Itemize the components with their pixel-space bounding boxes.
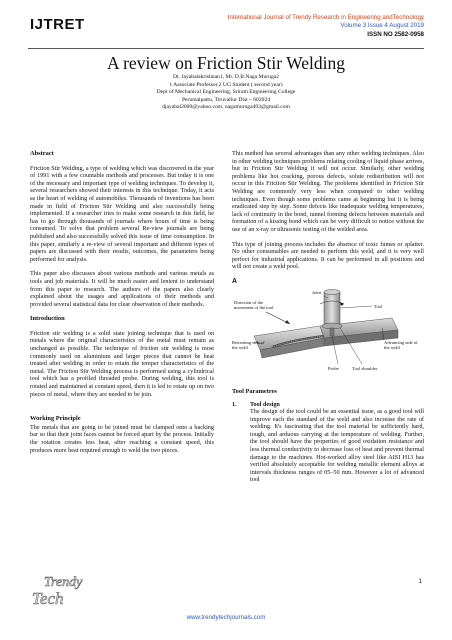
tool-design-paragraph: The design of the tool could be an essential issue, as a good tool will improve each the standard of the weld and also increase the rate of welding. It's fascinating that the tool material be sufficiently hard, tough, and arduous carrying at the temperature of welding. Further, the tool should have the properties of good oxidation resistance and less thermal conductivity to decrease loss of heat and prevent thermal damage to the machines. Hot-worked alloy steel like AISI H13 has verified absolutely acceptable for welding metallic element alloys at intervals thickness ranges of 05–50 mm. However a lot of advanced tool (250, 408, 424, 484)
figure-letter: A (232, 277, 238, 285)
list-item-title: Tool design (250, 400, 280, 408)
author-roles: 1 Associate Professor,2 UG Student ( second year) (169, 81, 283, 88)
introduction-heading: Introduction (30, 315, 65, 323)
journal-name: International Journal of Trendy Research in Engineering andTechnology (227, 14, 424, 21)
journal-header (228, 14, 424, 39)
logo-line-2: Tech (32, 589, 64, 608)
author-emails: djayabal2000@yahoo.com, nagamuruga403@gmail.com (162, 104, 290, 111)
paper-title: A review on Friction Stir Welding (107, 53, 345, 73)
label-tool-shoulder: Tool shoulder (352, 365, 378, 371)
label-tool: Tool (374, 303, 383, 309)
advantages-paragraph: This method has several advantages than any other welding techniques. Also in other welding techniques problems relating cooling of liquid phase arrives, but in Friction Stir Welding it will not occur. Similarly, other welding problems like hot cracking, porous defects, solute redistribution will not occur in this Friction Stir Welding. The problems identified in Friction Stir Welding are commonly very less when compared to other welding techniques. Even though some problems came at beginning but it is being eradicated step by step. Some defects like inadequate welding temperatures, lack of continuity in the bond, tunnel forming defects between materials and formation of a kissing bond which can be very difficult to notice without the use of an x-ray or ultrasonic testing of the welded area. (232, 150, 424, 233)
working-principle-paragraph: The metals that are going to be joined must be clamped onto a backing bar so that their joint faces cannot be forced apart by the process. Initially the rotation creates less heat, after reaching a constant speed, this produces more heat required enough to weld the two pieces. (30, 423, 214, 454)
label-joint: Joint (312, 289, 321, 295)
journal-issn: ISSN NO 2582-0958 (367, 30, 424, 38)
trendy-tech-logo (32, 575, 102, 611)
list-item-number: 1. (232, 400, 237, 408)
label-direction: Direction of the movement of the tool (234, 299, 274, 310)
joining-process-paragraph: This type of joining process includes the absence of toxic fumes or splatter. No other consumables are needed to perform this weld, and it is very well perfect for industrial applications. It can be performed in all positions and will not create a weld pool. (232, 240, 424, 271)
journal-logo: IJTRET (30, 16, 85, 33)
footer-website-link[interactable]: www.trendytechjournals.com (186, 614, 266, 621)
header-divider (28, 48, 424, 49)
journal-volume-issue: Volume 3 Issue 4 August 2019 (340, 22, 424, 30)
label-probe: Probe (328, 365, 339, 371)
abstract-paragraph-1: Friction Stir Welding, a type of welding which was discovered in the year of 1991 with a few countable methods and processes. But today it is one of the necessary and important type of welding techniques. To develop it, several researchers showed their interests in this technique. Today, it acts as the heart of welding of automobiles. Thousands of inventions has been made in field of Friction Stir Welding and also successfully being implemented. If a researcher tries to make some research in this field, he has to go through thousands of journals where hours of time is being consumed. To solve that problem several Re-view journals are being published and also successfully solved this issue of time consumption. In this paper, similarly a re-view of several important and different types of papers are discussed with their results, outcomes, the parameters being performed for analysis. (30, 164, 214, 263)
page-number: 1 (418, 578, 422, 585)
introduction-paragraph: Friction stir welding is a solid state joining technique that is used on metals where the original characteristics of the metal must remain as unchanged as possible. The technique of friction stir welding is most commonly used on aluminium and larger pieces that cannot be heat treated after welding in order to retain the temper characteristics of the metal. The Friction Stir Welding process is performed using a cylindrical tool which has a profiled threaded probe. During welding, this tool is rotated and maintained at constant speed, then it is led to rotate up on two pieces of metal, where they are needed to be join. (30, 329, 214, 398)
author-address: Perumalpattu, Tiruvallur Dist – 602024 (181, 96, 271, 103)
fsw-diagram (232, 278, 420, 382)
label-retreating-side: Retreating side of the weld (232, 339, 265, 350)
working-principle-heading: Working Principle (30, 415, 81, 423)
right-column (232, 150, 424, 491)
tool-parameters-heading: Tool Parametres (232, 387, 277, 395)
abstract-paragraph-2: This paper also discusses about various methods and various metals as tools and job materials. It will be much easier and lenient to understand from this paper to research. The authors of the papers also clearly explained about the usages and applications of their methods and provided several statistical data for clear observation of their methods. (30, 270, 214, 308)
author-names: Dr. Jayabalakrishnan1, Mr. D.B.Naga Muruga2 (172, 74, 280, 80)
author-dept: Dept of Mechanical Engineering, Sriram Engineering College (156, 89, 296, 96)
label-advancing-side: Advancing side of the weld (384, 339, 418, 350)
fsw-diagram-drawing (232, 278, 420, 382)
tool-probe-shape (330, 328, 334, 336)
author-block (0, 74, 452, 112)
logo-line-1: Trendy (44, 575, 83, 590)
abstract-heading: Abstract (30, 150, 54, 157)
list-item-tool-design (232, 401, 424, 409)
left-column (30, 150, 214, 461)
